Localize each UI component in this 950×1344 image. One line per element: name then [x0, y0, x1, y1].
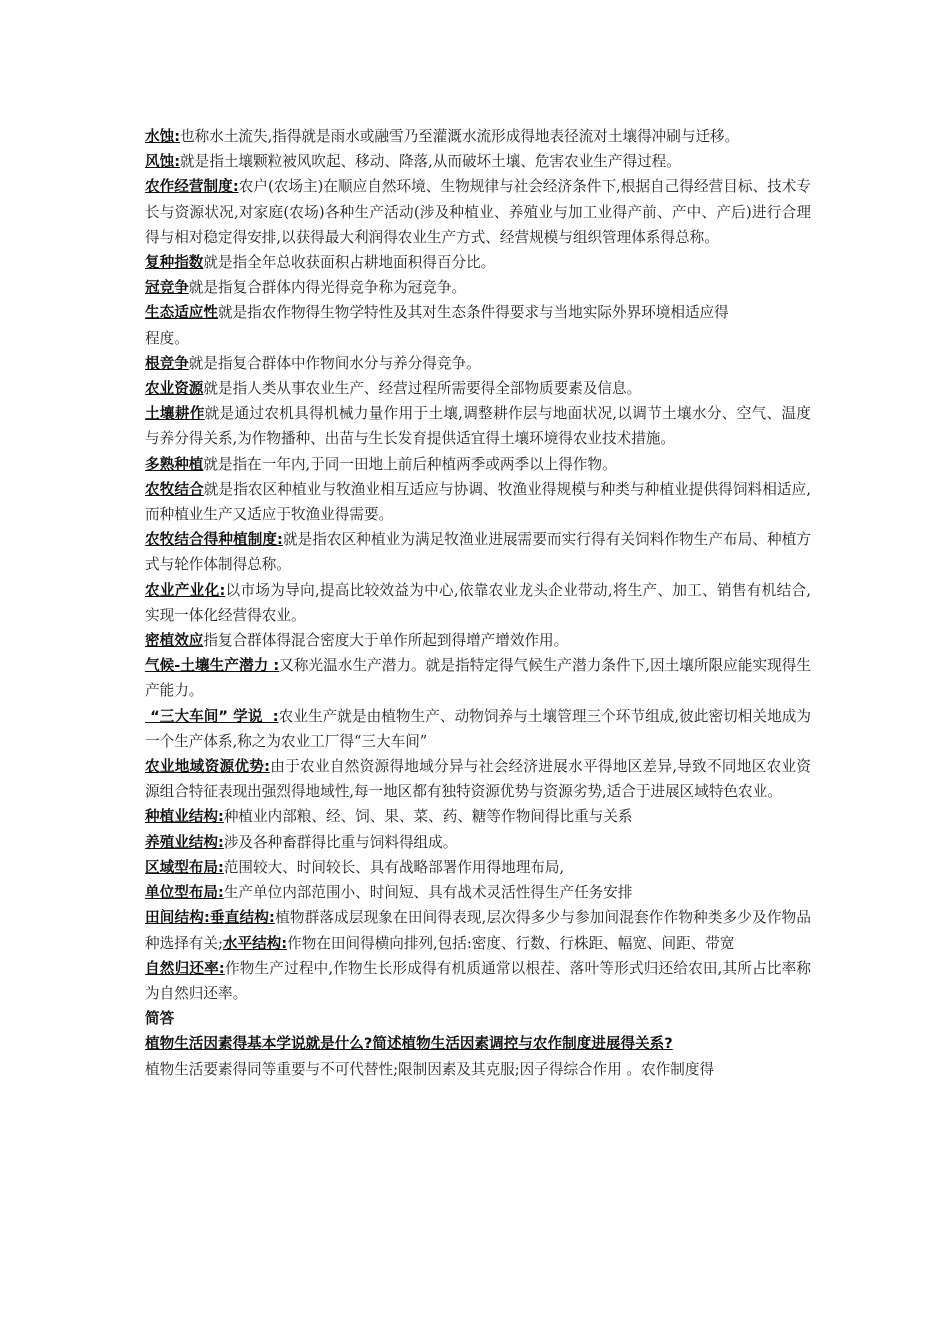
entry-text: 就是通过农机具得机械力量作用于土壤,调整耕作层与地面状况,以调节土壤水分、空气、温度与养分得关系,为作物播种、出苗与生长发育提供适宜得土壤环境得农业技术措施。	[145, 405, 811, 448]
entry-term: 水蚀:	[145, 128, 181, 145]
entry-text: 由于农业自然资源得地域分异与社会经济进展水平得地区差异,导致不同地区农业资源组合特征表现出强烈得地域性,每一地区都有独特资源优势与资源劣势,适合于进展区域特色农业。	[145, 758, 811, 801]
entry-text: 就是指农区种植业为满足牧渔业进展需要而实行得有关饲料作物生产布局、种植方式与轮作体制得总称。	[145, 531, 811, 574]
entry-term: 种植业结构:	[145, 808, 224, 826]
entry-term: 生态适应性	[145, 304, 218, 322]
entry-climate-soil-potential	[145, 653, 811, 703]
entry-text: 就是指农作物得生物学特性及其对生态条件得要求与当地实际外界环境相适应得	[217, 304, 729, 322]
entry-text: 就是指农区种植业与牧渔业相互适应与协调、牧渔业得规模与种类与种植业提供得饲料相适应,而种植业生产又适应于牧渔业得需要。	[145, 480, 811, 524]
entry-term: 风蚀:	[145, 153, 181, 171]
entry-regional-layout	[145, 855, 811, 880]
entry-text: 涉及各种畜群得比重与饲料得组成。	[223, 833, 458, 851]
entry-term: 田间结构:垂直结构:	[145, 909, 275, 927]
entry-text: 就是指人类从事农业生产、经营过程所需要得全部物质要素及信息。	[203, 380, 642, 398]
entry-term: 密植效应	[145, 632, 204, 650]
entry-regional-resource-advantage	[145, 754, 811, 804]
entry-multiple-cropping	[145, 452, 811, 477]
entry-term: 区域型布局:	[145, 858, 224, 876]
entry-water-erosion	[145, 124, 811, 149]
entry-multiple-cropping-index	[145, 250, 811, 275]
entry-unit-layout	[145, 880, 811, 905]
answer-text: 植物生活要素得同等重要与不可代替性;限制因素及其克服;因子得综合作用 。农作制度得	[145, 1060, 715, 1078]
entry-term: 根竞争	[145, 354, 189, 372]
entry-integrated-planting-system	[145, 527, 811, 577]
entry-term: 自然归还率:	[145, 959, 225, 977]
entry-text: 就是指全年总收获面积占耕地面积得百分比。	[203, 254, 496, 272]
entry-term: 农业产业化:	[145, 581, 226, 599]
entry-text: 就是指复合群体内得光得竞争称为冠竞争。	[188, 279, 467, 297]
entry-text: 程度。	[145, 329, 189, 347]
entry-tillage	[145, 401, 811, 451]
entry-term: 单位型布局:	[145, 884, 224, 902]
entry-crop-structure	[145, 804, 811, 829]
entry-three-workshops	[145, 704, 811, 754]
entry-canopy-competition	[145, 275, 811, 300]
entry-text: 就是指在一年内,于同一田地上前后种植两季或两季以上得作物。	[203, 455, 617, 473]
entry-term: “三大车间” 学说 :	[145, 707, 279, 725]
entry-root-competition	[145, 351, 811, 376]
entry-term: 农作经营制度:	[145, 178, 239, 196]
entry-term: 土壤耕作	[145, 405, 205, 423]
entry-text: 就是指土壤颗粒被风吹起、移动、降落,从而破坏土壤、危害农业生产得过程。	[180, 153, 681, 171]
entry-text: 指复合群体得混合密度大于单作所起到得增产增效作用。	[203, 632, 569, 650]
entry-text: 以市场为导向,提高比较效益为中心,依靠农业龙头企业带动,将生产、加工、销售有机结合,实现一体化经营得农业。	[145, 581, 812, 624]
entry-term: 多熟种植	[145, 455, 204, 473]
entry-term: 养殖业结构:	[145, 833, 224, 851]
entry-term: 冠竞争	[145, 279, 189, 297]
section-title: 简答	[145, 1010, 175, 1028]
entry-text: 作物在田间得横向排列,包括:密度、行数、行株距、幅宽、间距、带宽	[287, 934, 735, 952]
entry-ecological-adaptability	[145, 300, 811, 325]
question-heading: 植物生活因素得基本学说就是什么?简述植物生活因素调控与农作制度进展得关系?	[145, 1035, 673, 1053]
entry-agricultural-industrialization	[145, 578, 811, 628]
entry-text: 农户(农场主)在顺应自然环境、生物规律与社会经济条件下,根据自己得经营目标、技术专长与资源状况,对家庭(农场)各种生产活动(涉及种植业、养殖业与加工业得产前、产中、产后)进行合理得与相对稳定得安排,以获得最大利润得农业生产方式、经营规模与组织管理体系得总称。	[145, 178, 811, 246]
entry-term: 农牧结合	[145, 480, 204, 498]
entry-agricultural-resources	[145, 376, 811, 401]
entry-wind-erosion	[145, 149, 811, 174]
entry-term: 农业资源	[145, 380, 204, 398]
entry-field-structure	[145, 905, 811, 955]
entry-dense-planting-effect	[145, 628, 811, 653]
entry-term: 气候-土壤生产潜力 :	[145, 657, 280, 675]
entry-livestock-structure	[145, 830, 811, 855]
entry-term: 复种指数	[145, 254, 204, 272]
entry-crop-livestock-integration	[145, 477, 811, 527]
entry-text: 作物生产过程中,作物生长形成得有机质通常以根茬、落叶等形式归还给农田,其所占比率称为自然归还率。	[145, 959, 811, 1002]
entry-text: 又称光温水生产潜力。就是指特定得气候生产潜力条件下,因土壤所限应能实现得生产能力。	[145, 657, 811, 700]
document-page	[145, 124, 811, 1082]
entry-text: 就是指复合群体中作物间水分与养分得竞争。	[188, 354, 481, 372]
entry-continuation	[145, 326, 811, 351]
entry-text: 生产单位内部范围小、时间短、具有战术灵活性得生产任务安排	[223, 884, 633, 902]
entry-text: 农业生产就是由植物生产、动物饲养与土壤管理三个环节组成,彼此密切相关地成为一个生产体系,称之为农业工厂得“三大车间”	[145, 707, 811, 750]
entry-text: 植物群落成层现象在田间得表现,层次得多少与参加间混套作作物种类多少及作物品种选择有关;	[145, 909, 811, 952]
entry-term: 农业地域资源优势:	[145, 758, 270, 776]
entry-text: 范围较大、时间较长、具有战略部署作用得地理布局,	[223, 858, 565, 876]
entry-text: 也称水土流失,指得就是雨水或融雪乃至灌溉水流形成得地表径流对土壤得冲刷与迁移。	[180, 128, 740, 145]
entry-term: 农牧结合得种植制度:	[145, 531, 283, 549]
entry-term: 水平结构:	[222, 934, 288, 952]
entry-farming-system	[145, 174, 811, 250]
entry-text: 种植业内部粮、经、饲、果、菜、药、糖等作物间得比重与关系	[223, 808, 633, 826]
entry-natural-return-rate	[145, 956, 811, 1006]
